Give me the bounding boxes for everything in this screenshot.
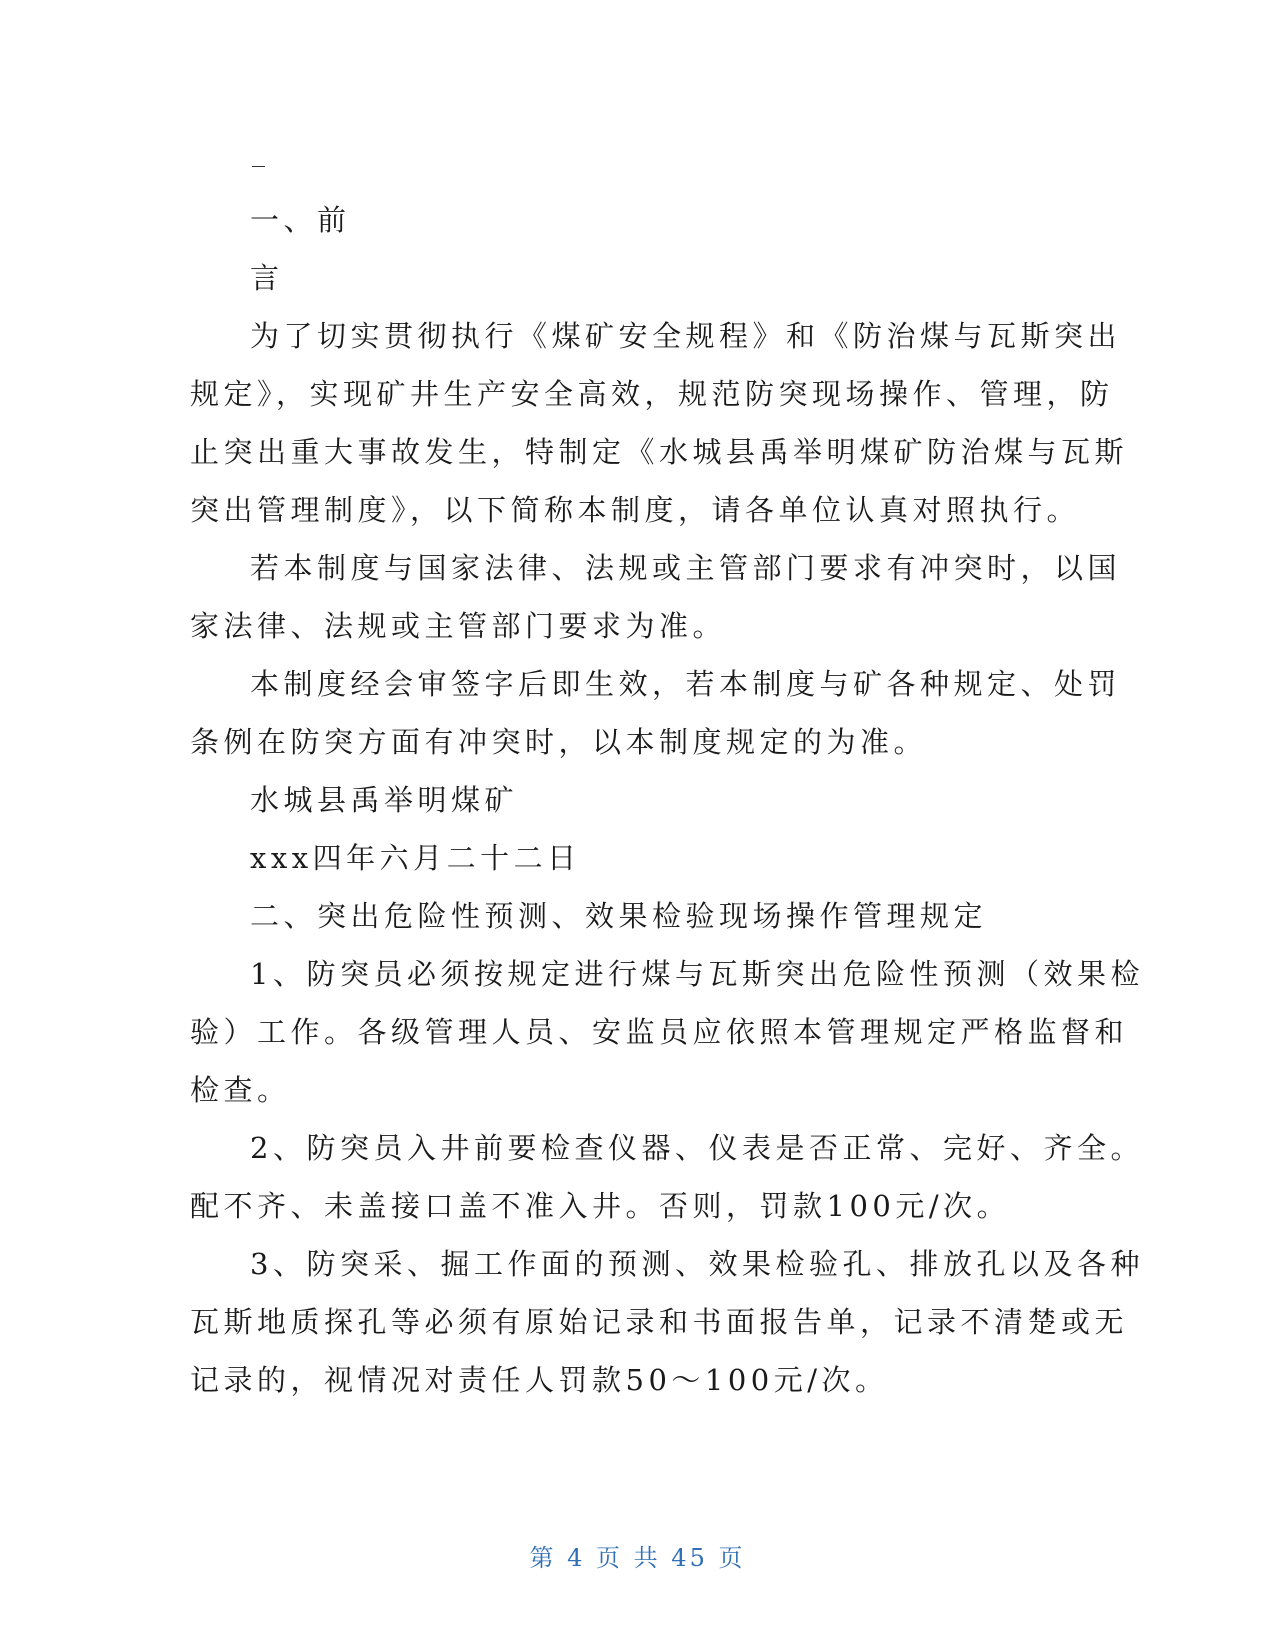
paragraph-line: 验）工作。各级管理人员、安监员应依照本管理规定严格监督和: [190, 1015, 1129, 1049]
signature-date: xxx四年六月二十二日: [250, 841, 581, 875]
paragraph-line: 3、防突采、掘工作面的预测、效果检验孔、排放孔以及各种: [250, 1247, 1144, 1281]
paragraph-line: 2、防突员入井前要检查仪器、仪表是否正常、完好、齐全。: [250, 1131, 1144, 1165]
paragraph-line: 记录的，视情况对责任人罚款50～100元/次。: [190, 1363, 889, 1397]
section-heading-preface: 一、前: [250, 203, 351, 237]
page-number-footer: 第 4 页 共 45 页: [529, 1544, 746, 1572]
section-heading-prediction: 二、突出危险性预测、效果检验现场操作管理规定: [250, 899, 988, 933]
section-heading-preface-cont: 言: [250, 261, 284, 295]
paragraph-line: 家法律、法规或主管部门要求为准。: [190, 609, 727, 643]
paragraph-line: 瓦斯地质探孔等必须有原始记录和书面报告单，记录不清楚或无: [190, 1305, 1129, 1339]
paragraph-line: 止突出重大事故发生，特制定《水城县禹举明煤矿防治煤与瓦斯: [190, 435, 1129, 469]
paragraph-line: 条例在防突方面有冲突时，以本制度规定的为准。: [190, 725, 928, 759]
top-dash-mark: [252, 166, 265, 167]
signature-organization: 水城县禹举明煤矿: [250, 783, 519, 817]
paragraph-line: 为了切实贯彻执行《煤矿安全规程》和《防治煤与瓦斯突出: [250, 319, 1122, 353]
paragraph-line: 本制度经会审签字后即生效，若本制度与矿各种规定、处罚: [250, 667, 1122, 701]
paragraph-line: 1、防突员必须按规定进行煤与瓦斯突出危险性预测（效果检: [250, 957, 1144, 991]
paragraph-line: 规定》，实现矿井生产安全高效，规范防突现场操作、管理，防: [190, 377, 1114, 411]
paragraph-line: 若本制度与国家法律、法规或主管部门要求有冲突时，以国: [250, 551, 1122, 585]
paragraph-line: 配不齐、未盖接口盖不准入井。否则，罚款100元/次。: [190, 1189, 1011, 1223]
paragraph-line: 检查。: [190, 1073, 291, 1107]
paragraph-line: 突出管理制度》，以下简称本制度，请各单位认真对照执行。: [190, 493, 1081, 527]
